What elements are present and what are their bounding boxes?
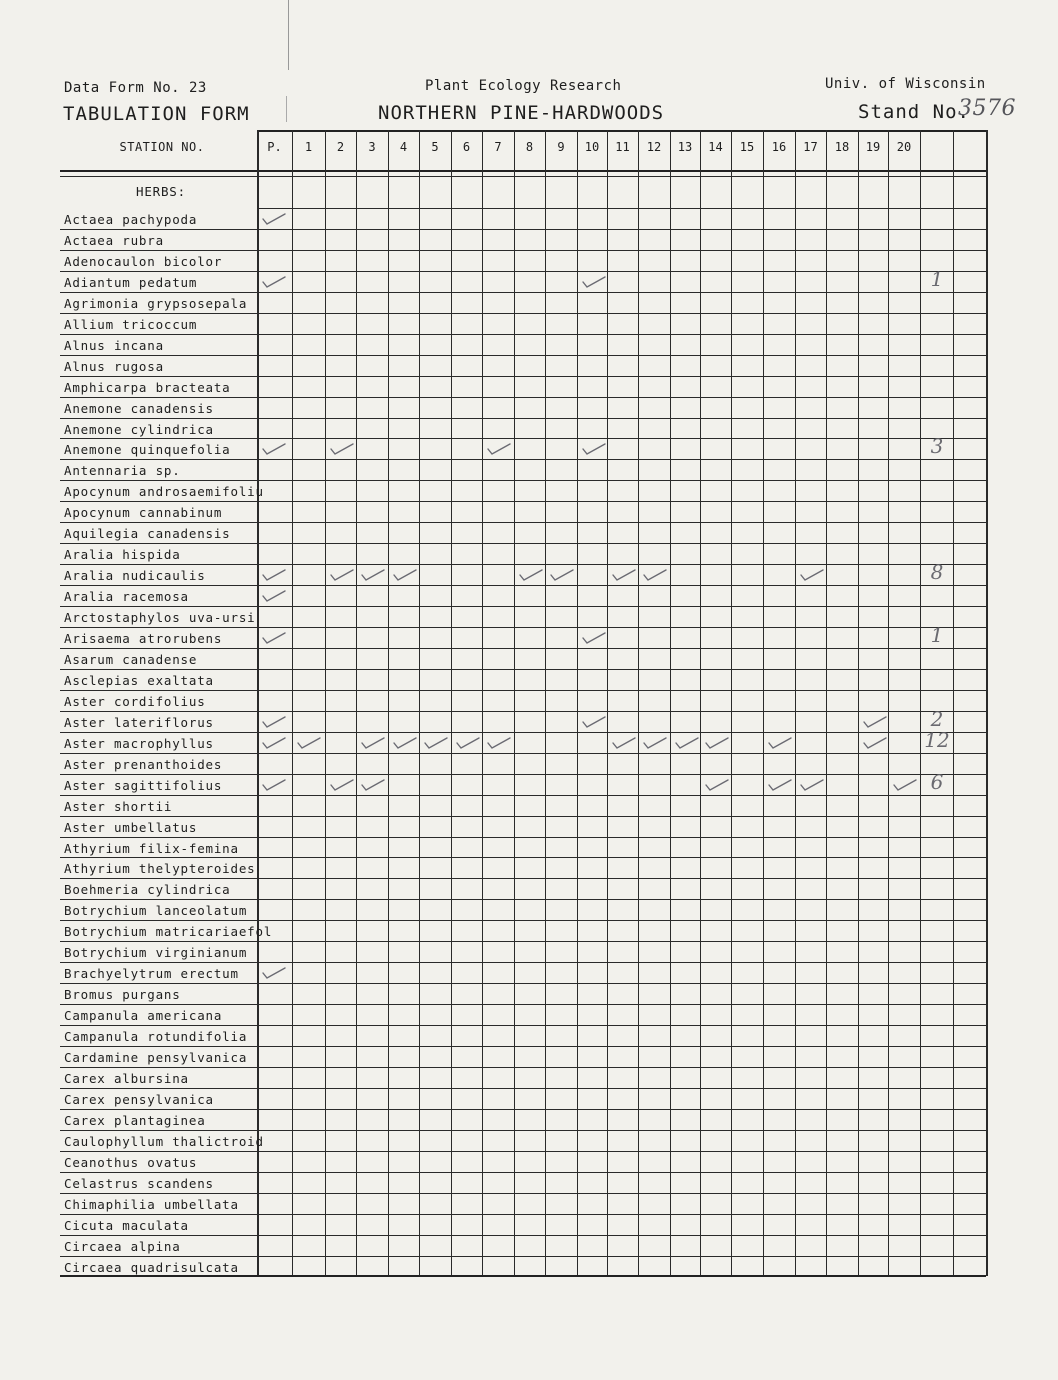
column-divider [986,130,988,1276]
species-name: Apocynum cannabinum [64,505,223,521]
tally-count: 8 [930,560,944,585]
stand-number: 3576 [958,96,1016,121]
tally-count: 1 [930,623,944,647]
check-mark [641,734,669,752]
species-name: Aster macrophyllus [64,735,214,751]
column-header: 12 [646,140,662,154]
check-mark [359,566,387,584]
species-name: Caulophyllum thalictroid [64,1133,264,1149]
row-rule [60,983,986,984]
row-rule [60,753,986,754]
check-mark [328,776,356,794]
species-name: Carex pensylvanica [64,1091,214,1107]
column-header: 7 [494,140,502,154]
species-name: Aster shortii [64,798,173,814]
row-rule [60,564,986,565]
check-mark [548,566,576,584]
check-mark [580,713,608,731]
row-rule [60,962,986,963]
check-mark [260,713,288,731]
check-mark [610,566,638,584]
check-mark [580,440,608,458]
species-name: Anemone quinquefolia [64,442,231,458]
column-header: 16 [771,140,787,154]
row-rule [60,774,986,775]
check-mark [359,776,387,794]
tally-count: 12 [924,727,950,752]
check-mark [580,273,608,291]
column-divider [257,130,259,1276]
check-mark [580,629,608,647]
species-name: Aralia nudicaulis [64,568,206,584]
column-divider [763,130,764,1276]
column-divider [419,130,420,1276]
check-mark [391,566,419,584]
check-mark [673,734,701,752]
check-mark [861,734,889,752]
check-mark [610,734,638,752]
column-header: 10 [584,140,600,154]
row-rule [60,355,986,356]
species-name: Celastrus scandens [64,1175,214,1191]
column-header: 15 [739,140,755,154]
check-mark [766,734,794,752]
community-title: NORTHERN PINE-HARDWOODS [378,102,665,124]
row-rule [60,1004,986,1005]
column-divider [953,130,954,1276]
row-rule [60,878,986,879]
row-rule [60,669,986,670]
row-rule [60,899,986,900]
check-mark [328,566,356,584]
check-mark [260,587,288,605]
species-name: Asarum canadense [64,651,198,667]
column-divider [858,130,859,1276]
species-name: Arisaema atrorubens [64,631,223,646]
column-divider [826,130,827,1276]
row-rule [60,941,986,942]
column-divider [638,130,639,1276]
species-name: Brachyelytrum erectum [64,966,239,982]
check-mark [391,734,419,752]
column-header: 20 [896,140,912,154]
row-rule [60,1067,986,1068]
row-rule [60,1235,986,1236]
column-divider [482,130,483,1276]
tally-count: 3 [930,434,944,459]
column-header: 11 [615,140,630,154]
check-mark [766,776,794,794]
species-name: Cardamine pensylvanica [64,1050,248,1065]
species-name: Apocynum androsaemifoliu [64,484,264,500]
row-rule [60,1151,986,1152]
column-divider [451,130,452,1276]
row-rule [60,418,986,419]
check-mark [260,964,288,982]
row-rule [60,732,986,733]
species-name: Aster prenanthoides [64,756,223,772]
row-rule [60,397,986,398]
species-name: Anemone canadensis [64,400,214,416]
column-divider [356,130,357,1276]
species-name: Alnus incana [64,337,164,353]
row-rule [60,522,986,523]
tally-count: 1 [930,266,944,291]
species-name: Ceanothus ovatus [64,1154,198,1170]
column-divider [795,130,796,1276]
species-name: Chimaphilia umbellata [64,1196,239,1212]
row-rule [60,1193,986,1194]
row-rule [60,1172,986,1173]
species-name: Aster sagittifolius [64,777,223,793]
row-rule [257,208,986,209]
column-divider [325,130,326,1276]
column-divider [514,130,515,1276]
check-mark [260,440,288,458]
university-label: Univ. of Wisconsin [825,76,986,92]
form-number: Data Form No. 23 [64,80,207,96]
check-mark [703,734,731,752]
check-mark [798,566,826,584]
column-header: 6 [462,140,471,154]
row-rule [60,1256,986,1257]
column-divider [920,130,921,1276]
species-name: Bromus purgans [64,987,181,1003]
species-name: Boehmeria cylindrica [64,882,231,898]
species-name: Athyrium filix-femina [64,840,239,856]
row-rule [60,857,986,858]
species-name: Aster lateriflorus [64,714,214,730]
column-header: 8 [525,140,534,154]
row-rule [60,585,986,586]
column-header: 14 [708,140,723,154]
section-label: HERBS: [136,184,186,199]
species-name: Circaea quadrisulcata [64,1259,239,1275]
species-name: Carex albursina [64,1070,189,1086]
column-header: 4 [399,140,408,154]
species-name: Athyrium thelypteroides [64,861,256,877]
column-header: 18 [834,140,850,154]
check-mark [454,734,482,752]
species-name: Carex plantaginea [64,1112,206,1128]
check-mark [861,713,889,731]
check-mark [703,776,731,794]
check-mark [641,566,669,584]
species-name: Botrychium matricariaefol [64,924,273,940]
check-mark [359,734,387,752]
row-rule [60,648,986,649]
species-name: Alnus rugosa [64,358,164,374]
row-rule [60,690,986,691]
check-mark [485,734,513,752]
species-name: Circaea alpina [64,1238,181,1254]
row-rule [60,250,986,251]
species-name: Amphicarpa bracteata [64,379,231,395]
species-name: Agrimonia grypsosepala [64,295,248,311]
check-mark [260,273,288,291]
row-rule [60,459,986,460]
species-name: Aster cordifolius [64,693,206,709]
row-rule [60,711,986,712]
check-mark [260,566,288,584]
row-rule [60,1214,986,1215]
column-header: P. [267,140,282,154]
column-divider [700,130,701,1276]
species-name: Anemone cylindrica [64,421,214,437]
column-divider [545,130,546,1276]
check-mark [260,629,288,647]
stand-label: Stand No. [858,101,970,123]
column-divider [607,130,608,1276]
row-rule [60,816,986,817]
species-name: Antennaria sp. [64,463,181,479]
row-rule [60,1088,986,1089]
species-name: Campanula rotundifolia [64,1029,248,1045]
row-rule [60,480,986,481]
column-header: 19 [865,140,881,154]
header-rule [60,170,986,172]
column-header: 5 [431,140,439,154]
row-rule [60,292,986,293]
species-name: Cicuta maculata [64,1217,189,1233]
species-name: Campanula americana [64,1008,223,1024]
row-rule [60,313,986,314]
species-name: Asclepias exaltata [64,672,214,688]
station-label: STATION NO. [119,140,205,154]
row-rule [60,229,986,230]
column-header: 9 [557,140,565,154]
check-mark [891,776,919,794]
table-bottom-border [60,1275,986,1277]
row-rule [60,606,986,607]
species-name: Actaea pachypoda [64,212,198,227]
check-mark [260,210,288,228]
column-header: 2 [336,140,345,154]
row-rule [60,501,986,502]
form-title: TABULATION FORM [63,103,250,125]
row-rule [60,1109,986,1110]
row-rule [60,1046,986,1047]
column-divider [731,130,732,1276]
row-rule [60,334,986,335]
check-mark [260,734,288,752]
row-rule [60,543,986,544]
row-rule [60,1025,986,1026]
row-rule [60,795,986,796]
row-rule [60,1130,986,1131]
tally-count: 6 [930,769,944,794]
species-name: Botrychium virginianum [64,945,248,961]
species-name: Arctostaphylos uva-ursi [64,610,256,626]
column-header: 17 [803,140,818,154]
check-mark [295,734,323,752]
column-divider [292,130,293,1276]
check-mark [517,566,545,584]
species-name: Adenocaulon bicolor [64,253,223,269]
species-name: Botrychium lanceolatum [64,903,248,919]
row-rule [60,920,986,921]
research-label: Plant Ecology Research [425,78,622,94]
check-mark [422,734,450,752]
row-rule [60,376,986,377]
species-name: Aralia racemosa [64,589,189,605]
column-divider [670,130,671,1276]
species-name: Actaea rubra [64,232,164,248]
column-header: 1 [304,140,313,154]
species-name: Adiantum pedatum [64,274,198,290]
header-double-rule [60,176,986,177]
species-name: Aquilegia canadensis [64,526,231,542]
column-header: 3 [368,140,376,154]
row-rule [60,438,986,439]
row-rule [60,837,986,838]
table-top-border [257,130,986,132]
check-mark [798,776,826,794]
check-mark [328,440,356,458]
species-name: Aster umbellatus [64,819,198,835]
column-divider [388,130,389,1276]
check-mark [485,440,513,458]
column-divider [888,130,889,1276]
species-name: Allium tricoccum [64,316,198,332]
tally-count: 2 [930,706,944,731]
check-mark [260,776,288,794]
species-name: Aralia hispida [64,547,181,563]
column-divider [577,130,578,1276]
row-rule [60,271,986,272]
row-rule [60,627,986,628]
column-header: 13 [677,140,693,154]
